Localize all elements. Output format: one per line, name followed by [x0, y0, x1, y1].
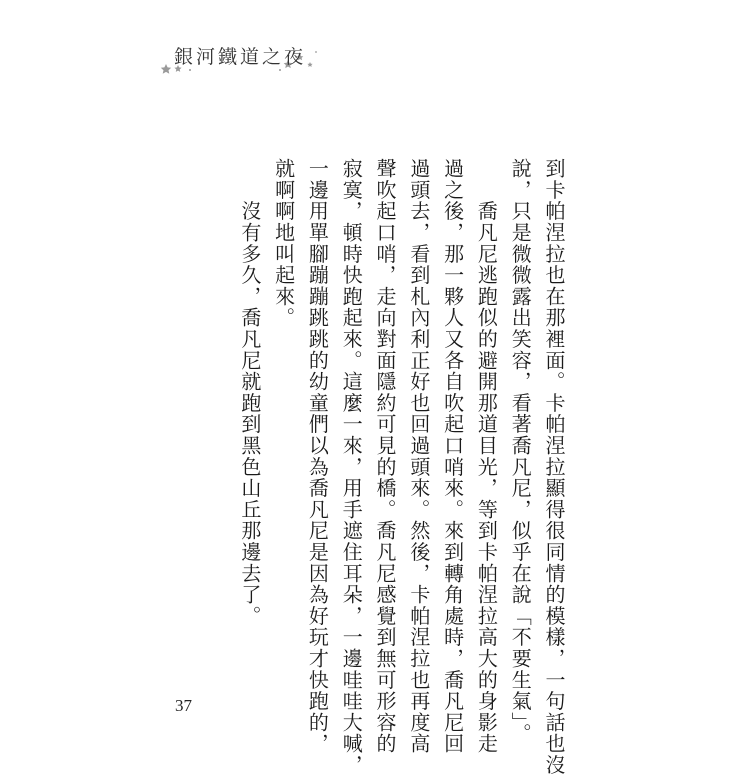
- running-header-title: 銀河鐵道之夜: [174, 46, 307, 68]
- text-line: 一邊用單腳蹦蹦跳跳的幼童們以為喬凡尼是因為好玩才快跑的，: [305, 158, 330, 755]
- body-text: [232, 158, 570, 776]
- page-number: 37: [175, 696, 192, 715]
- text-line: 喬凡尼逃跑似的避開那道目光，等到卡帕涅拉高大的身影走: [474, 158, 499, 755]
- running-header: [160, 40, 320, 74]
- text-line: 到卡帕涅拉也在那裡面。卡帕涅拉顯得很同情的模樣，一句話也沒: [542, 158, 566, 776]
- text-line: 過之後，那一夥人又各自吹起口哨來。來到轉角處時，喬凡尼回: [440, 158, 465, 755]
- text-line: 說，只是微微露出笑容，看著喬凡尼，似乎在說「不要生氣」。: [508, 158, 533, 745]
- text-line: 寂寞，頓時快跑起來。這麼一來，用手遮住耳朵，一邊哇哇大喊，: [339, 158, 364, 776]
- text-line: 過頭去，看到札內利正好也回過頭來。然後，卡帕涅拉也再度高: [406, 158, 431, 755]
- text-line: 聲吹起口哨，走向對面隱約可見的橋。喬凡尼感覺到無可形容的: [373, 158, 398, 755]
- text-line: 就啊啊地叫起來。: [271, 158, 296, 329]
- text-line: 沒有多久，喬凡尼就跑到黑色山丘那邊去了。: [237, 158, 262, 627]
